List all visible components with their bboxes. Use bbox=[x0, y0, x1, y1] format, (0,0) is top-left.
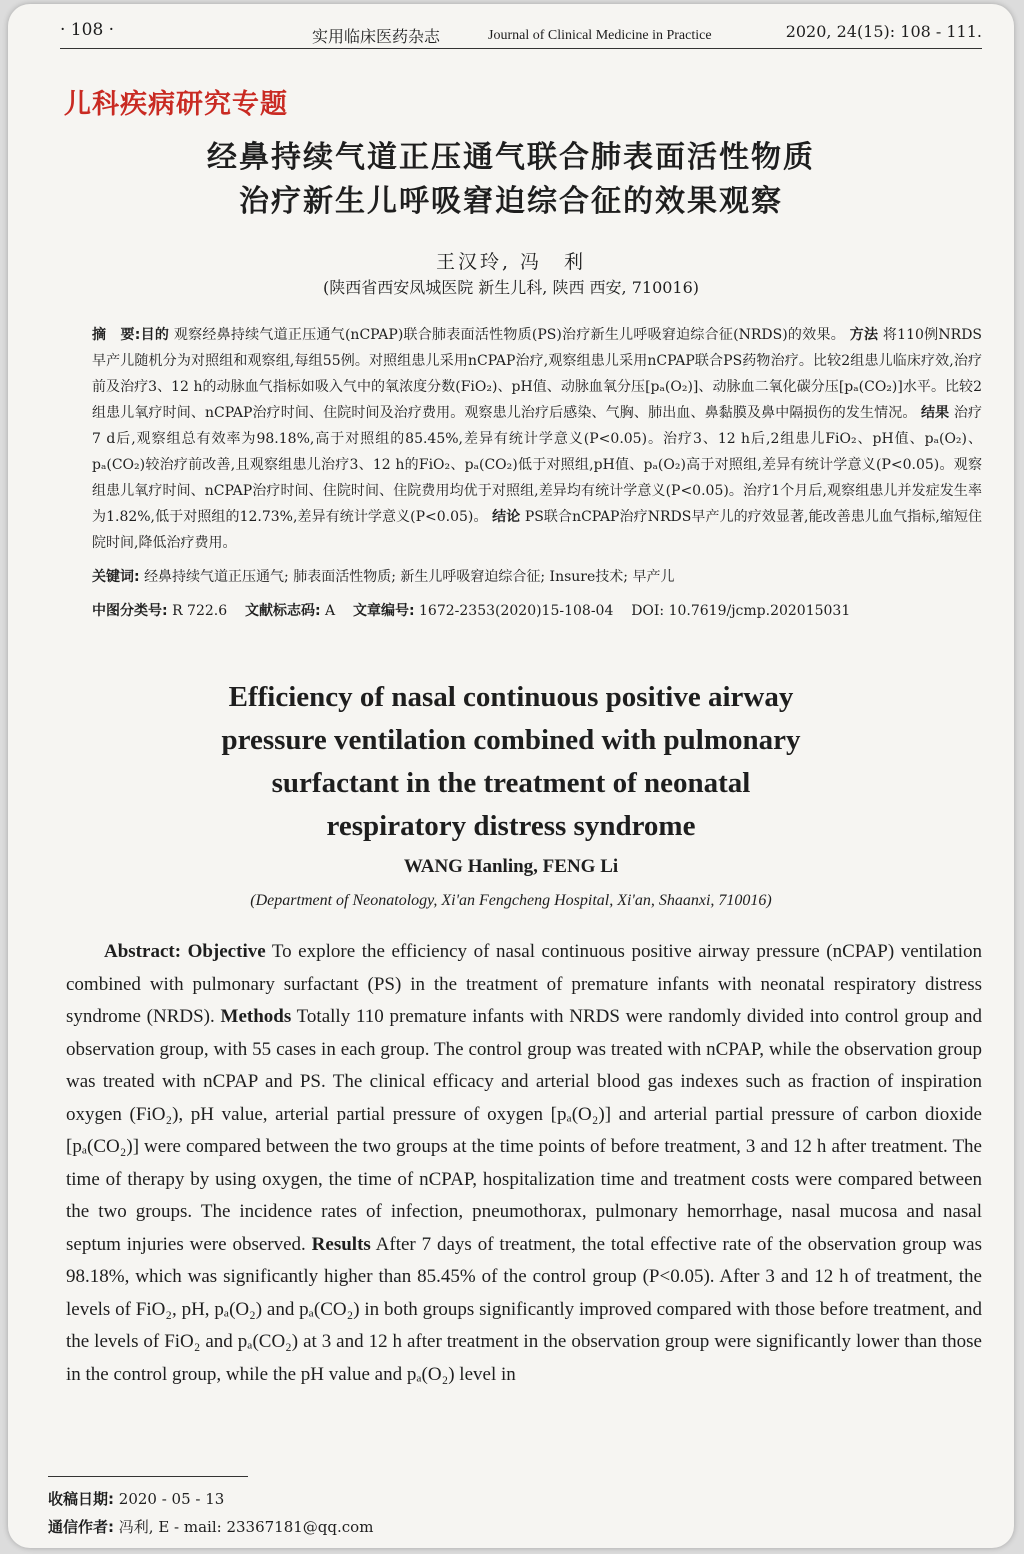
received-date bbox=[48, 1488, 224, 1509]
chinese-affiliation: (陕西省西安凤城医院 新生儿科, 陕西 西安, 710016) bbox=[322, 278, 700, 297]
english-affiliation: (Department of Neonatology, Xi'an Fengcheng Hospital, Xi'an, Shaanxi, 710016) bbox=[250, 892, 772, 909]
english-title-line: respiratory distress syndrome bbox=[326, 810, 696, 842]
doc-code-label: 文献标志码: bbox=[244, 603, 321, 619]
keywords-label: 关键词: bbox=[92, 569, 140, 585]
chinese-abstract-body bbox=[92, 322, 982, 556]
class-value: R 722.6 bbox=[172, 603, 228, 619]
english-title-line: pressure ventilation combined with pulmonary bbox=[221, 724, 801, 756]
results-label: 结果 bbox=[921, 405, 950, 421]
header-rule bbox=[60, 48, 982, 49]
keywords-line bbox=[92, 564, 982, 590]
journal-name-en: Journal of Clinical Medicine in Practice bbox=[488, 28, 712, 43]
corresponding-value: 冯利, E - mail: 23367181@qq.com bbox=[118, 1518, 374, 1536]
keywords-text: 经鼻持续气道正压通气; 肺表面活性物质; 新生儿呼吸窘迫综合征; Insure技术; 早产儿 bbox=[144, 569, 675, 585]
doc-code-value: A bbox=[325, 603, 336, 619]
objective-text: 观察经鼻持续气道正压通气(nCPAP)联合肺表面活性物质(PS)治疗新生儿呼吸窘迫综合征(NRDS)的效果。 bbox=[173, 327, 845, 343]
chinese-title-line: 经鼻持续气道正压通气联合肺表面活性物质 bbox=[207, 140, 815, 175]
english-authors: WANG Hanling, FENG Li bbox=[403, 856, 619, 877]
corresponding-author bbox=[48, 1516, 373, 1537]
footnote-rule bbox=[48, 1476, 248, 1477]
objective-label: Objective bbox=[187, 941, 266, 962]
results-text: 治疗7 d后,观察组总有效率为98.18%,高于对照组的85.45%,差异有统计学意义(P<0.05)。治疗3、12 h后,2组患儿FiO₂、pH值、pₐ(O₂)、pₐ(CO₂)较治疗前改善,且观察组患儿治疗3、12 h的FiO₂、pₐ(CO₂)低于对照组,pH值、pₐ(O₂)高于对照组,差异有统计学意义(P<0.05)。观察组患儿氧疗时间、nCPAP治疗时间、住院时间、住院费用均优于对照组,差异均有统计学意义(P<0.05)。治疗1个月后,观察组患儿并发症发生率为1.82%,低于对照组的12.73%,差异有统计学意义(P<0.05)。 bbox=[92, 405, 983, 525]
article-number-label: 文章编号: bbox=[352, 603, 415, 619]
section-tag: 儿科疾病研究专题 bbox=[64, 89, 288, 120]
methods-label: 方法 bbox=[849, 327, 879, 343]
methods-text: 将110例NRDS早产儿随机分为对照组和观察组,每组55例。对照组患儿采用nCPAP治疗,观察组患儿采用nCPAP联合PS药物治疗。比较2组患儿临床疗效,治疗前及治疗3、12 h的动脉血气指标如吸入气中的氧浓度分数(FiO₂)、pH值、动脉血氧分压[pₐ(O₂)]、动脉血二氧化碳分压[pₐ(CO₂)]水平。比较2组患儿氧疗时间、nCPAP治疗时间、住院时间及治疗费用。观察患儿治疗后感染、气胸、肺出血、鼻黏膜及鼻中隔损伤的发生情况。 bbox=[92, 327, 983, 421]
objective-label: 目的 bbox=[140, 327, 170, 343]
objective-text: To explore the efficiency of nasal continuous positive airway pressure (nCPAP) ventilation combined with pulmonary surfactant (PS) in the treatment of premature infants with neonatal respiratory distress syndrome (NRDS). bbox=[66, 941, 982, 1027]
abstract-label: Abstract: bbox=[104, 941, 182, 962]
doi-value: 10.7619/jcmp.202015031 bbox=[668, 603, 851, 619]
conclusion-label: 结论 bbox=[492, 509, 521, 525]
chinese-title-line: 治疗新生儿呼吸窘迫综合征的效果观察 bbox=[239, 184, 783, 219]
article-number-value: 1672-2353(2020)15-108-04 bbox=[419, 603, 614, 619]
class-label: 中图分类号: bbox=[92, 603, 168, 619]
english-abstract bbox=[66, 936, 982, 1391]
chinese-title bbox=[8, 136, 1014, 224]
conclusion-text: PS联合nCPAP治疗NRDS早产儿的疗效显著,能改善患儿血气指标,缩短住院时间,降低治疗费用。 bbox=[92, 509, 983, 551]
page-number: · 108 · bbox=[60, 20, 115, 40]
chinese-authors: 王汉玲, 冯 利 bbox=[435, 251, 587, 273]
methods-text: Totally 110 premature infants with NRDS were randomly divided into control group and observation group, with 55 cases in each group. The control group was treated with nCPAP, while the observation group was treated with nCPAP and PS. The clinical efficacy and arterial blood gas indexes such as fraction of inspiration oxygen (FiO₂), pH value, arterial partial pressure of oxygen [pₐ(O₂)] and arterial partial pressure of carbon dioxide [pₐ(CO₂)] were compared between the two groups at the time points of before treatment, 3 and 12 h after treatment. The time of therapy by using oxygen, the time of nCPAP, hospitalization time and treatment costs were compared between the two groups. The incidence rates of infection, pneumothorax, pulmonary hemorrhage, nasal mucosa and nasal septum injuries were observed. bbox=[66, 1006, 982, 1255]
classification-line bbox=[92, 598, 982, 624]
abstract-label: 摘 要: bbox=[92, 327, 141, 343]
english-title bbox=[8, 676, 1014, 848]
english-title-line: Efficiency of nasal continuous positive airway bbox=[228, 681, 794, 713]
methods-label: Methods bbox=[220, 1006, 292, 1027]
results-label: Results bbox=[311, 1233, 371, 1255]
english-title-line: surfactant in the treatment of neonatal bbox=[271, 767, 751, 799]
received-value: 2020 - 05 - 13 bbox=[118, 1490, 225, 1508]
journal-name-cn: 实用临床医药杂志 bbox=[312, 27, 441, 46]
citation: 2020, 24(15): 108 - 111. bbox=[785, 22, 982, 41]
journal-page bbox=[8, 4, 1014, 1548]
doi-label: DOI: bbox=[631, 603, 665, 619]
results-text: After 7 days of treatment, the total effective rate of the observation group was 98.18%, which was significantly higher than 85.45% of the control group (P<0.05). After 3 and 12 h of treatment, the levels of FiO₂, pH, pₐ(O₂) and pₐ(CO₂) in both groups significantly improved compared with those before treatment, and the levels of FiO₂ and pₐ(CO₂) at 3 and 12 h after treatment in the observation group were significantly lower than those in the control group, while the pH value and pₐ(O₂) level in bbox=[66, 1233, 982, 1385]
chinese-abstract bbox=[92, 322, 982, 624]
running-header bbox=[60, 18, 982, 48]
received-label: 收稿日期: bbox=[48, 1490, 114, 1508]
corresponding-label: 通信作者: bbox=[48, 1518, 114, 1536]
